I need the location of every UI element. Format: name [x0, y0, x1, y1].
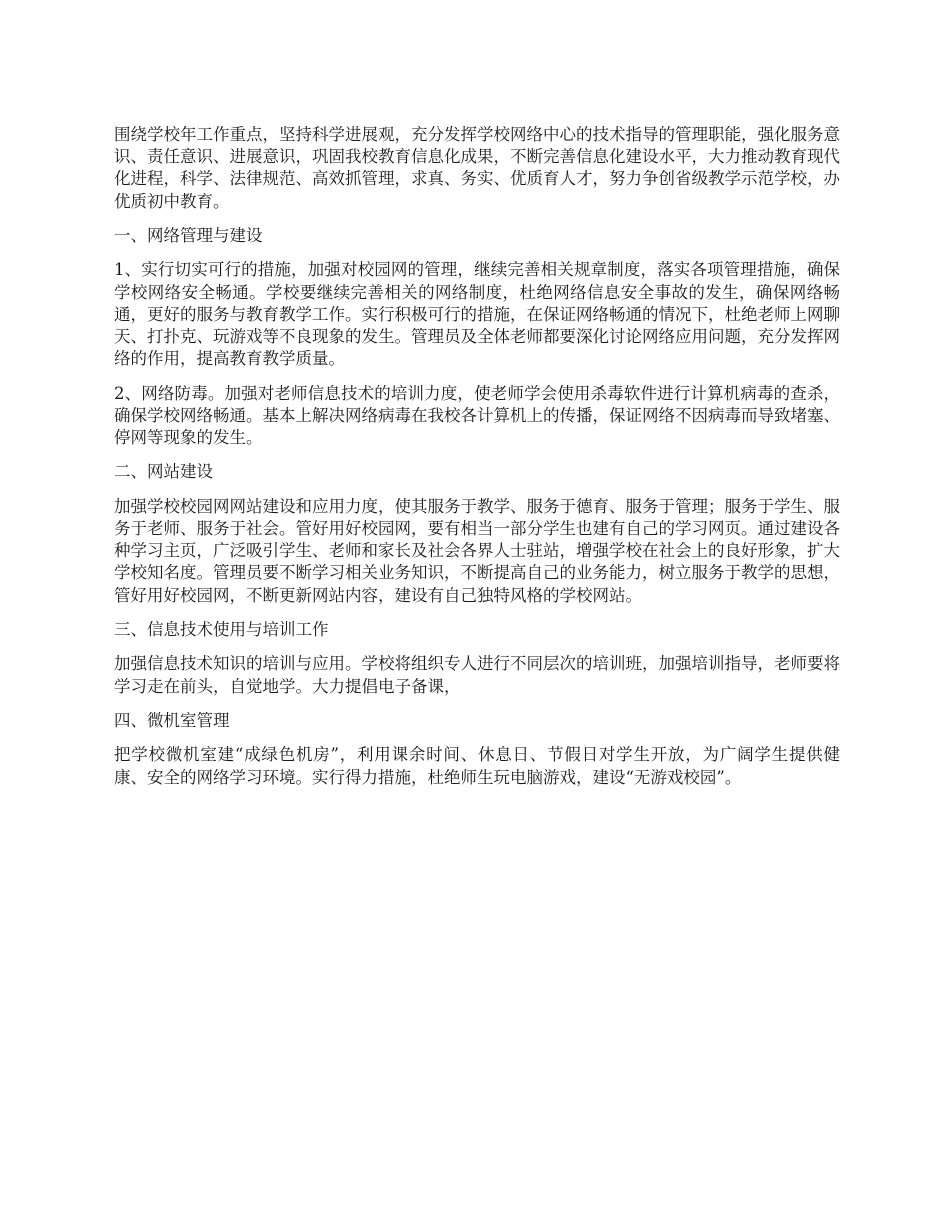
intro-paragraph: 围绕学校年工作重点，坚持科学进展观，充分发挥学校网络中心的技术指导的管理职能，强化服务意识、责任意识、进展意识，巩固我校教育信息化成果，不断完善信息化建设水平，大力推动教育现代化进程，科学、法律规范、高效抓管理，求真、务实、优质育人才，努力争创省级教学示范学校，办优质初中教育。	[114, 125, 840, 211]
paragraph-network-antivirus: 2、网络防毒。加强对老师信息技术的培训力度，使老师学会使用杀毒软件进行计算机病毒的查杀，确保学校网络畅通。基本上解决网络病毒在我校各计算机上的传播，保证网络不因病毒而导致堵塞、停网等现象的发生。	[114, 383, 840, 447]
document-body	[114, 124, 840, 801]
paragraph-it-training: 加强信息技术知识的培训与应用。学校将组织专人进行不同层次的培训班，加强培训指导，老师要将学习走在前头，自觉地学。大力提倡电子备课，	[114, 654, 840, 696]
section-heading-it-training: 三、信息技术使用与培训工作	[114, 619, 329, 639]
section-heading-network-management: 一、网络管理与建设	[114, 226, 263, 245]
paragraph-website: 加强学校校园网网站建设和应用力度，使其服务于教学、服务于德育、服务于管理；服务于学生、服务于老师、服务于社会。管好用好校园网，要有相当一部分学生也建有自己的学习网页。通过建设各种学习主页，广泛吸引学生、老师和家长及社会各界人士驻站，增强学校在社会上的良好形象，扩大学校知名度。管理员要不断学习相关业务知识，不断提高自己的业务能力，树立服务于教学的思想，管好用好校园网，不断更新网站内容，建设有自己独特风格的学校网站。	[114, 496, 840, 605]
paragraph-network-management-1: 1、实行切实可行的措施，加强对校园网的管理，继续完善相关规章制度，落实各项管理措施，确保学校网络安全畅通。学校要继续完善相关的网络制度，杜绝网络信息安全事故的发生，确保网络畅通，更好的服务与教育教学工作。实行积极可行的措施，在保证网络畅通的情况下，杜绝老师上网聊天、打扑克、玩游戏等不良现象的发生。管理员及全体老师都要深化讨论网络应用问题，充分发挥网络的作用，提高教育教学质量。	[114, 260, 840, 369]
section-heading-computer-room: 四、微机室管理	[114, 710, 230, 730]
section-heading-website: 二、网站建设	[114, 462, 213, 482]
paragraph-computer-room: 把学校微机室建“成绿色机房”，利用课余时间、休息日、节假日对学生开放，为广阔学生提供健康、安全的网络学习环境。实行得力措施，杜绝师生玩电脑游戏，建设“无游戏校园”。	[114, 745, 840, 787]
